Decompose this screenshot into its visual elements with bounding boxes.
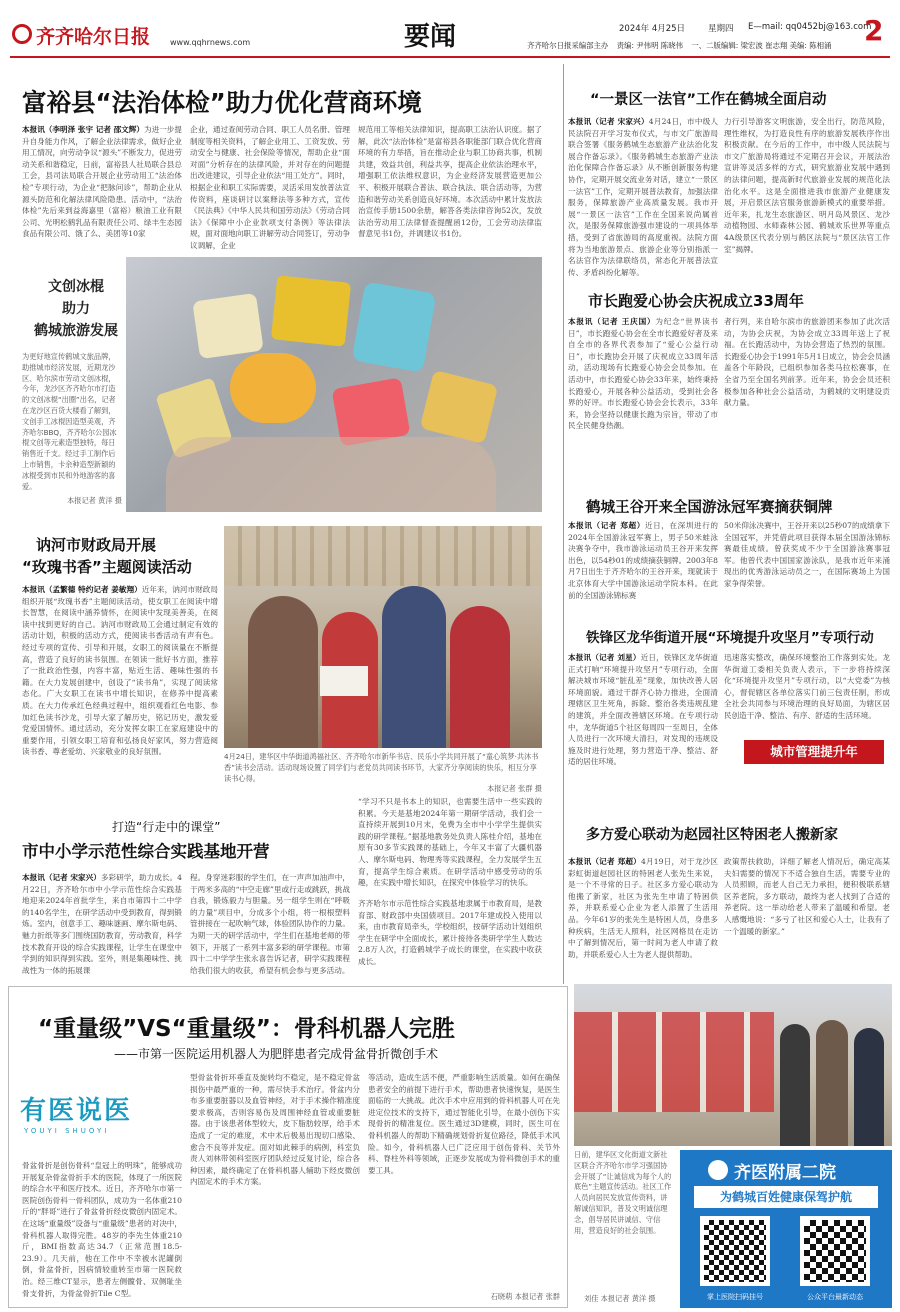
hospital-logo-icon (708, 1160, 728, 1180)
photo1-title (30, 276, 122, 342)
elderly-move-byline: 本报讯（记者 郑超） (568, 857, 641, 866)
column-divider (563, 64, 564, 984)
robot-headline: “重量级”VS“重量级”：骨科机器人完胜 (38, 1016, 455, 1042)
robot-col-2: 型骨盆骨折环垂直及旋转均不稳定，是不稳定骨盆损伤中最严重的一种，需尽快手术治疗。骨盆内分布多重要脏器以及血管神经，对于手术操作精准度要求极高，否则容易伤及周围神经血管或重要脏器。由于该患者体型较大，皮下脂肪较厚，给手术造成了一定的难度，术中术后极易出现切口感染、愈合不良等并发症。面对如此棘手的病例，科室负责人刘林带领科室医疗团队经过反复讨论，综合各种因素，最终确定了在骨科机器人辅助下经皮微创内固定术的手术方案。 (190, 1073, 360, 1187)
person-elder-1 (248, 596, 318, 748)
swimming-col-1: 本报讯（记者 郑超）近日，在深圳进行的2024年全国游泳冠军赛上，男子50米蛙泳决赛争夺中，我市游泳运动员王谷开来发挥出色，以54秒01的成绩摘获铜牌。2003年8月7日出生于齐齐哈尔的王谷开来，现就读于北京体育大学中国游泳运动学院本科。在此前的全国游泳锦标赛 (568, 521, 719, 600)
swimming-byline: 本报讯（记者 郑超） (568, 521, 645, 530)
person-3 (854, 1028, 884, 1146)
newspaper-logo: 齐齐哈尔日报 (36, 26, 151, 48)
robot-col-1: 骨盆骨折是创伤骨科“皇冠上的明珠”，能够成功开展复杂骨盆骨折手术的医院，体现了一所医院的综合水平和医疗技术。近日，齐齐哈尔市第一医院创伤骨科一骨科团队，成功为一名体重210斤的“胖哥”进行了骨盆骨折经皮微创内固定术。在这场“重量级”设备与“重量级”患者的对决中，骨科机器人取得完胜。48岁的李先生体重210斤，BMI指数高达34.7（正常范围18.5-23.9）。几天前，他在工作中不幸被水泥罐倒倒，骨盆骨折，因病情较重转至市第一医院救治。经三维CT显示，患者左侧髋骨、双侧耻坐骨支骨折，为骨盆骨折Tile C型。 (22, 1161, 182, 1298)
practice-kicker: 打造“行走中的课堂” (112, 820, 221, 834)
hospital-name: 齐医附属二院 (734, 1163, 836, 1183)
bookshelf (224, 526, 542, 586)
popsicle-1 (192, 293, 263, 359)
person-1 (780, 1024, 810, 1146)
swimming-col-2: 50米仰泳决赛中，王谷开来以25秒07的成绩拿下全国冠军，并凭借此项目获得本届全国游泳锦标赛最佳成绩。曾获奖成不少于全国游泳赛事冠军。他曾代表中国国家游泳队，是我市近年来涌现出的优秀游泳运动员之一，在国际赛场上为国家争得荣誉。 (724, 521, 890, 588)
hospital-ad (680, 1150, 892, 1308)
qr-code-registration[interactable] (700, 1216, 770, 1286)
practice-byline: 本报讯（记者 宋家兴） (22, 873, 101, 882)
charity-run-byline: 本报讯（记者 王庆国） (568, 317, 656, 326)
environment-col-1: 本报讯（记者 刘星）近日，铁锋区龙华街道正式打响“环境提升攻坚月”专项行动，全面解决城市环境“脏乱差”现象，加快改善人居环境面貌。通过干群齐心协力推进，全面清理辖区卫生死角，拆除、整治各类违规乱建的建筑，并全面改善辖区环境。在专项行动中，龙华街道5个社区每周四一至周日，全体人员进行一次环境大清扫，对发现的违规设施及时进行处理，努力营造干净、整洁、舒适的居住环境。 (568, 653, 718, 767)
qr-code-news[interactable] (800, 1216, 870, 1286)
page-editors: 一、二版编辑: 梁宏波 崔志翔 美编: 陈相涌 (691, 41, 832, 50)
reading-headline-1: 讷河市财政局开展 (36, 536, 157, 554)
photo2-credit: 本报记者 张群 摄 (487, 784, 542, 793)
practice-col-3: “学习不只是书本上的知识，也需要生活中一些实践的积累。今天是基地2024年第一期研学活动，我们会一直持续开展到10月末，免费为全市中小学学生提供实践的研学课程。”据基地教务处负责人陈桂介绍，基地在原有30多节实践课的基础上，今年又丰富了大疆机器人、摩尔斯电码、物理秀等实践课程，全力发展学生五育，提高学生综合素质。在研学活动中感受劳动的乐趣，在实践中增长知识，在探究中体验学习的快乐。 (358, 797, 542, 888)
environment-headline: 铁锋区龙华街道开展“环境提升攻坚月”专项行动 (586, 630, 874, 646)
lead-col-1: 本报讯（李明泽 张宇 记者 邵文辉）为进一步提升自身能力作风，了解企业法律需求，做好企业用工情况，向劳动争议“源头”不断发力，促进劳动关系和谐稳定，日前，富裕县人社局联合县总工会，县司法局联合开展企业劳动用工“法治体检”专项行动，为企业“把脉问诊”，帮助企业从源头防范和化解法律风险隐患。活动中，“法治体检”先后来到益海嘉里（富裕）粮油工业有限公司、光明松鹤乳品有限责任公司、绿丰生态园食品有限公司、饿了么、美团等10家 (22, 125, 183, 239)
scenic-judge-headline: “一景区一法官”工作在鹤城全面启动 (590, 92, 827, 108)
reading-body: 本报讯（孟繁德 特约记者 姜敏翔）近年来，讷河市财政局组织开展“玫瑰书香”主题阅读活动，使女职工在阅读中增长智慧，在阅读中涵养情怀，在阅读中发现美善美，在阅读中找到更好的自己。讷河市财政局工会通过制定有效的活动计划，积极的活动方式，使阅读书香活动有声有色。经过专项的宣传、引导和开展，女职工的阅读量在不断提高，营造了良好的读书氛围。在领读一批好书方面，推荐了一批政治性强，内容丰富，贴近生活、趣味性强的书籍。在大力发展创建中，创设了“读书角”，实现了阅读常态化。广大女职工在读书中增长知识，在修养中提高素质。在大力传承红色经典过程中，组织观看红色电影、参加红色读书沙龙，引导大家了解历史，铭记历史，激发爱党爱国情怀。通过活动，充分发挥女职工在家庭建设中的重要作用，引领女职工培育和弘扬良好家风，努力营造阅读书香、尊老爱幼、兴家敬业的良好氛围。 (22, 585, 218, 757)
masthead (0, 0, 900, 72)
column-logo (20, 1090, 180, 1152)
integrity-photo (574, 984, 892, 1146)
robot-col-4: 等活动，造成生活不便，严重影响生活质量。如何在确保患者安全的前提下进行手术，帮助患者快速恢复，是医生面临的一大挑战。此次手术中应用到的骨科机器人可在先进定位技术的支持下，通过智能化引导，在最小创伤下实现骨折的精准复位。医生通过3D建模，同时，医生可在骨科机器人的帮助下精确规划骨折复位路径，降低手术风险。如今，骨科机器人已广泛应用于创伤骨科、关节外科、脊柱外科等领域，正逐步发展成为骨科微创手术的重要工具。 (368, 1073, 560, 1175)
photo2-caption: 4月24日，建华区中华街道鸿福社区、齐齐哈尔市新华书店、民乐小学共同开展了“童心筑梦·共沐书香”读书会活动。活动现场设置了同学们与老党员共同读书环节，大家齐分享阅读的快乐，相互分享读书心得。 (224, 752, 539, 783)
person-elder-2 (382, 586, 446, 748)
charity-run-col-2: 者行列，来自哈尔滨市的旅游团来参加了此次活动，为协会庆祝，为协会成立33周年送上了祝福。在长跑活动中，为协会营造了热烈的氛围。长跑爱心协会于1991年5月1日成立，协会会员涵盖各个年龄段，已组织参加各类马拉松赛事，在全省乃至全国名列前茅。近年来，协会会员还积极参加各种社会公益活动，为鹤城的文明建设贡献力量。 (724, 317, 890, 408)
qr1-label: 掌上医院扫码挂号 (707, 1293, 763, 1301)
newspaper-logo-icon (12, 24, 32, 44)
display-boards (574, 1012, 774, 1112)
popsicle-7 (420, 370, 499, 444)
swimming-headline: 鹤城王谷开来全国游泳冠军赛摘获铜牌 (586, 500, 833, 516)
practice-col-4: 齐齐哈尔市示范性综合实践基地隶属于市教育局，是教育部、财政部中央国债项目。2017年建成投入使用以来，由市教育局牵头，学校组织，按研学活动计划组织学生在研学中全面成长，累计接待各类研学学生人数达2.8万人次，打造鹤城学子成长的课堂，在实践中收获成长。 (358, 899, 542, 966)
charity-run-col-1: 本报讯（记者 王庆国）为纪念“世界读书日”，市长跑爱心协会在全市长跑爱好者及来自全市的各界代表参加了“爱心公益行动日”，市长跑协会开展了庆祝成立33周年活动，活动现场有长跑爱心协会会员参加。在活动中，市长跑爱心协会33年来，始终秉持长跑爱心，开展各种公益活动，受到社会各界的好评。市长跑爱心协会会长表示，33年来，协会坚持以健康长跑为宗旨，带动了市民全民健身热潮。 (568, 317, 718, 431)
robot-subtitle: ——市第一医院运用机器人为肥胖患者完成骨盆骨折微创手术 (114, 1047, 439, 1061)
practice-col-2: 程。身穿迷彩服的学生们，在一声声加油声中，于两米多高的“中空走廊”里或行走或跳跃，挑战自我，锻炼毅力与胆量。另一组学生则在“呼吸的力量”项目中，分成多个小组，将一根根塑料管拼接在一起吹响气球，体验团队协作的力量。为期一天的研学活动中，学生们在基地老师的带领下，开展了一系列丰富多彩的研学课程。市第四十二中学学生张永喜告诉记者，研学实践课程给我们很大的收获，希望有机会参与更多活动。 (190, 873, 350, 975)
lead-byline: 本报讯（李明泽 张宇 记者 邵文辉） (22, 125, 144, 134)
hospital-slogan: 为鹤城百姓健康保驾护航 (694, 1186, 878, 1208)
issue-weekday: 星期四 (708, 24, 734, 34)
popsicle-4 (230, 353, 316, 423)
environment-col-2: 迅速落实整改，确保环境整治工作落到实处。龙华街道工委相关负责人表示，下一步将持续深化“环境提升攻坚月”专项行动，以“大党委”为核心，督促辖区各单位落实门前三包责任制，形成全社会共同参与环境治理的良好局面，为辖区居民创造干净、整洁、有序、舒适的生活环境。 (724, 653, 890, 720)
book (320, 666, 368, 696)
lead-headline: 富裕县“法治体检”助力优化营商环境 (22, 88, 422, 117)
publisher: 齐齐哈尔日报采编部主办 (527, 41, 609, 50)
scenic-judge-byline: 本报讯（记者 宋家兴） (568, 117, 649, 126)
environment-byline: 本报讯（记者 刘星） (568, 653, 641, 662)
practice-col-1: 本报讯（记者 宋家兴）多彩研学，助力成长。4月22日，齐齐哈尔市中小学示范性综合实践基地迎来2024年首批学生，来自市第四十二中学的140名学生，在研学活动中受到教育，得到锻炼。室内，创意手工、趣味谜画、摩尔斯电码、魅力折纸等多门围绕国防教育，劳动教育，科学技术教育开设的综合实践课程，让学生在课堂中学到的知识得到实践。室外，则是集趣味性、挑战性为一体的拓展课 (22, 873, 182, 975)
scenic-judge-col-1: 本报讯（记者 宋家兴）4月24日，市中级人民法院召开学习发布仪式，与市文广旅游局联合签署《服务鹤城生态旅游产业法治化发展合作备忘录》。《服务鹤城生态旅游产业法治化保障合作备忘录》从不断创新服务构建协作，定期开展交流业务对话，建立“一景区一法官”工作，定期开展普法教育，加强法律服务，保障旅游产业高质量发展。我市开展“一景区一法官”工作在全国来说尚属首次，是服务保障旅游强市建设的一项具体举措，受到了省旅游局的高度重视。法院方面将为当地旅游景点、旅游企业等分别指派一名法官作为法律联络员，常态化开展普法宣传、矛盾纠纷化解等。 (568, 117, 718, 277)
hands-shadow (166, 437, 496, 512)
reading-byline: 本报讯（孟繁德 特约记者 姜敏翔） (22, 585, 142, 594)
photo1-title-line-2: 助力 (62, 301, 90, 317)
charity-run-headline: 市长跑爱心协会庆祝成立33周年 (588, 292, 804, 310)
column-pinyin: YOUYI SHUOYI (24, 1127, 110, 1135)
popsicle-2 (271, 275, 351, 346)
robot-credit: 石晓萌 本报记者 张群 (490, 1292, 560, 1301)
editor-credits (527, 40, 831, 51)
integrity-caption: 日前，建华区文化街道文新社区联合齐齐哈尔市学习强国协会开展了“让诚信成为每个人的底色”主题宣传活动。社区工作人员向居民发放宣传资料，讲解诚信知识，普及文明诚信理念，倡导居民讲诚信、守信用，营造良好的社会氛围。 (574, 1150, 672, 1235)
person-child-2 (450, 606, 510, 748)
elderly-move-headline: 多方爱心联动为赵园社区特困老人搬新家 (586, 827, 838, 843)
issue-date: 2024年 4月25日 (619, 24, 686, 34)
person-2 (816, 1020, 848, 1146)
city-management-tag-text: 城市管理提升年 (770, 744, 858, 759)
integrity-credit: 刘佳 本报记者 黄洋 摄 (584, 1294, 656, 1303)
scenic-judge-col-2: 力行引导游客文明旅游，安全出行，防范风险，理性维权，为打造良性有序的旅游发展秩序作出积极贡献。在今后的工作中，市中级人民法院与市文广旅游局将通过不定期召开会议，开展法治宣讲等灵活多样的方式，研究旅游业发展中遇到的法律问题，提高新时代旅游业发展的规范化法治化水平。这是全面推进我市旅游产业健康发展，开启景区法官服务旅游新模式的重要举措。近年来，扎龙生态旅游区、明月岛风景区、龙沙动植物园、水师森林公园、鹤城欢乐世界等重点4A级景区代表分别与鹤区法院与“景区法官工作室”揭牌。 (724, 117, 890, 254)
elderly-move-col-1: 本报讯（记者 郑超）4月19日，对于龙沙区彩虹街道赵园社区的特困老人张先生来说，是一个不寻常的日子。社区多方爱心联动为他搬了新家，社区为张先生申请了特困供养，并联系爱心企业为老人添置了生活用品。今年61岁的张先生是特困人员，身患多种疾病，生活无人照料，社区网格员在走访中了解到情况后，第一时间为老人申请了救助，并联系爱心人士为老人提供帮助。 (568, 857, 718, 959)
photo1-title-line-1: 文创冰棍 (48, 279, 104, 295)
elderly-move-col-2: 政策帮扶救助，详细了解老人情况后，确定高某夫妇需要的情况下不适合独自生活，需要专业的人员照顾，而老人自己无力承担，便积极联系辖区养老院，多方联动，最终为老人找到了合适的养老院。这一举动给老人带来了温暖和希望。老人感慨地说：“多亏了社区和爱心人士，让我有了一个温暖的新家。” (724, 857, 890, 936)
contact-email: E—mail: qq0452bj@163.com (748, 22, 872, 32)
qr2-label: 公众平台最新动态 (807, 1293, 863, 1301)
page-number: 2 (864, 14, 884, 47)
practice-headline: 市中小学示范性综合实践基地开营 (22, 842, 270, 861)
photo1-credit: 本报记者 黄洋 摄 (67, 496, 122, 505)
city-management-tag (744, 740, 884, 764)
popsicle-photo (126, 257, 542, 512)
popsicle-3 (352, 281, 437, 372)
website-url: www.qqhrnews.com (170, 38, 251, 47)
lead-col-2: 企业，通过查阅劳动合同、职工人员名册、管理制度等相关资料，了解企业用工、工资发放、劳动安全与健康、社会保险等情况，帮助企业“面对面”分析存在的法律风险，并对存在的问题提出改进建议，引导企业依法“用工处方”。同时，根据企业和职工实际需要，灵活采用发放普法宣传资料，座谈研讨以案释法等多种方式，宣传《民法典》《中华人民共和国劳动法》《劳动合同法》《保障中小企业款项支付条例》等法律法规，面对面地向职工讲解劳动合同签订，劳动争议调解，企业 (190, 125, 350, 250)
lead-col-3: 规范用工等相关法律知识，提高职工法治认识度。据了解，此次“法治体检”是富裕县各职能部门联合优化营商环境的有力举措，旨在推动企业与职工协商共事，机制共建，效益共创，利益共享，提高企业依法治理水平，增强职工依法维权意识，为企业经济发展营造更加公平、积极开展联合普法、联合执法、联合活动等，为营造和谐劳动关系创造良好环境。本次活动中累计发放法治宣传手册1500余册，解答各类法律咨询52次，发放法治劳动用工法律督查提醒函12份，工会劳动法律监督意见书1份，并调建议书1份。 (358, 125, 542, 239)
header-divider (10, 56, 890, 58)
reading-headline-2: “玫瑰书香”主题阅读活动 (22, 558, 192, 576)
chief-editors: 责编: 尹伟明 陈晓伟 (616, 41, 683, 50)
column-name: 有医说医 (20, 1096, 133, 1126)
reading-photo (224, 526, 542, 748)
section-title: 要闻 (404, 22, 457, 52)
photo1-title-line-3: 鹤城旅游发展 (34, 323, 118, 339)
photo1-description: 为更好地宣传鹤城文旅品牌，助推城市经济发展，近期龙沙区、哈尔滨市劳动文创冰棍，今年，龙沙区齐齐哈尔市打造的文创冰棍“出圈”出名，记者在龙沙区百货大楼看了解到，文创手工冰棍因造型美观，齐齐哈尔BBQ，齐齐哈尔公园冰棍文创等元素造型独特，每日销售近千支。经过手工制作后上市销售，卡余种造型新颖的冰棍受到市民和外地游客的喜爱。 (22, 352, 117, 491)
